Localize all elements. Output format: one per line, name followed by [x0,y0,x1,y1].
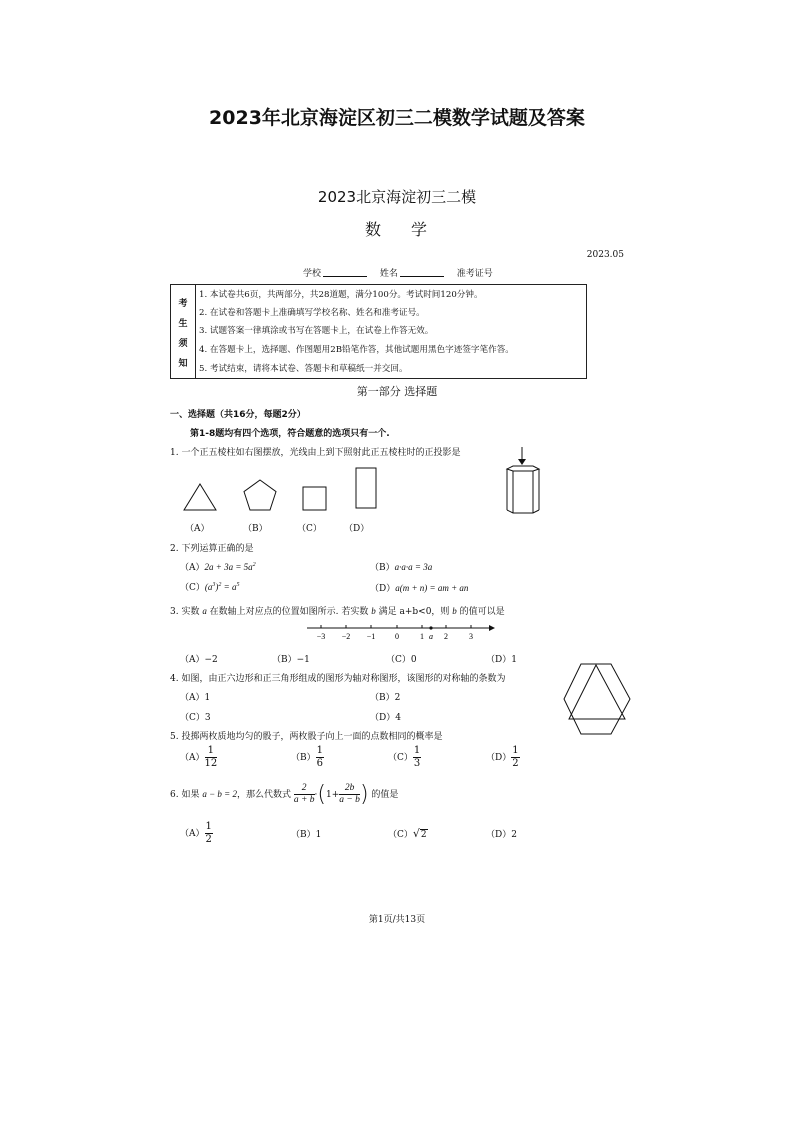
exam-title: 2023北京海淀初三二模 [317,188,477,206]
option-d-rectangle [355,467,379,511]
page-footer: 第1页/共13页 [368,915,426,925]
question-2-stem: 2. 下列运算正确的是 [170,544,254,554]
question-4-option-d: （D）4 [370,713,401,723]
candidate-info-line: 学校 姓名 准考证号 [303,269,493,279]
option-label: （C） [297,524,322,534]
question-1-stem: 1. 一个正五棱柱如右图摆放，光线由上到下照射此正五棱柱时的正投影是 [170,448,461,458]
question-3-option-b: （B）−1 [272,655,310,665]
tick-label: −3 [316,632,326,641]
option-b-pentagon [242,478,278,514]
question-4-option-a: （A）1 [180,693,211,703]
question-4-option-c: （C）3 [180,713,211,723]
notice-item: 3. 试题答案一律填涂或书写在答题卡上，在试卷上作答无效。 [199,326,434,336]
question-3-option-d: （D）1 [486,655,517,665]
question-6-option-d: （D）2 [486,830,517,840]
tick-label: 0 [395,632,399,641]
notice-item: 5. 考试结束，请将本试卷、答题卡和草稿纸一并交回。 [199,364,408,374]
part-one-heading: 第一部分 选择题 [356,385,438,398]
tick-label: 1 [420,632,424,641]
subject-title: 数 学 [364,220,430,239]
school-blank[interactable] [323,267,367,277]
question-2-option-c: $(C)(a^3)^2 = a^5$ [180,582,240,593]
question-3-option-a: （A）−2 [180,655,218,665]
exam-date: 2023.05 [586,250,624,260]
tick-label: 2 [444,632,448,641]
option-label: （D） [344,524,370,534]
question-6-option-a: （A） $\frac{1}{2}$ [180,821,212,845]
option-label: （B） [243,524,268,534]
question-5-option-b: （B） $\frac{1}{6}$ [291,745,323,769]
option-a-triangle [183,482,219,512]
notice-item: 2. 在试卷和答题卡上准确填写学校名称、姓名和准考证号。 [199,308,425,318]
tick-label: 3 [469,632,473,641]
section-instruction: 第1-8题均有四个选项，符合题意的选项只有一个. [190,429,390,439]
notice-item: 4. 在答题卡上，选择题、作图题用2B铅笔作答，其他试题用黑色字迹签字笔作答。 [199,345,514,355]
question-2-option-b: （B）a·a·a = 3a [370,562,433,573]
question-3-stem: 3. 实数 a 在数轴上对应点的位置如图所示. 若实数 b 满足 a+b<0，则 b 的值可以是 [170,606,505,617]
question-5-stem: 5. 投掷两枚质地均匀的骰子，两枚骰子向上一面的点数相同的概率是 [170,732,443,742]
notice-heading: 考 生 须 知 [171,285,196,378]
question-6-stem: 6. 如果 a − b = 2，那么代数式 $\frac{2}{a + b}$ ·(1+ $\frac{2b}{a - b}$ ) 的值是 [170,782,399,807]
question-5-option-a: （A） $\frac{1}{12}$ [180,745,218,769]
hexagon-triangle-figure [563,662,633,738]
point-a-label: a [429,632,433,641]
pentagonal-prism-figure [500,446,550,516]
question-4-option-b: （B）2 [370,693,401,703]
number-line [305,622,495,644]
option-c-square [302,486,328,512]
question-6-option-c: （C）√2 [388,827,427,840]
notice-item: 1. 本试卷共6页，共两部分，共28道题，满分100分。考试时间120分钟。 [199,290,483,300]
option-label: （A） [185,524,210,534]
question-2-option-a: $(A)2a + 3a = 5a^2$ [180,562,256,573]
question-2-option-d: （D）a(m + n) = am + an [370,583,469,594]
exam-notice-box [170,284,587,379]
tick-label: −1 [366,632,376,641]
tick-label: −2 [341,632,351,641]
question-6-option-b: （B）1 [291,830,322,840]
section-heading: 一、选择题（共16分，每题2分） [170,410,306,420]
question-3-option-c: （C）0 [386,655,417,665]
question-4-stem: 4. 如图，由正六边形和正三角形组成的图形为轴对称图形，该图形的对称轴的条数为 [170,674,506,684]
name-blank[interactable] [400,267,444,277]
question-5-option-d: （D） $\frac{1}{2}$ [486,745,519,769]
question-5-option-c: （C） $\frac{1}{3}$ [388,745,421,769]
document-title: 2023年北京海淀区初三二模数学试题及答案 [209,107,585,129]
